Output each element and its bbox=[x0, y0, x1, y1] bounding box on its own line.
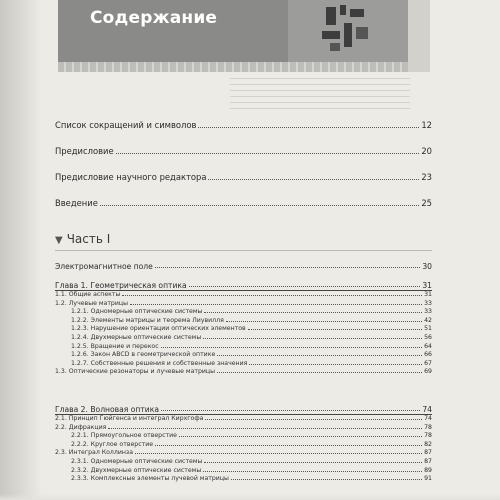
divider bbox=[55, 250, 432, 251]
toc-entry-page: 31 bbox=[424, 291, 432, 298]
toc-entry-label: 2.1. Принцип Гюйгенса и интеграл Кирхгофа bbox=[55, 415, 204, 422]
page-edge-shadow bbox=[0, 0, 42, 500]
toc-chapter-entry[interactable] bbox=[55, 400, 432, 415]
toc-entry-page: 89 bbox=[424, 466, 432, 474]
toc-entry-label: 1.2.3. Нарушение ориентации оптических элементов bbox=[71, 325, 246, 333]
toc-entry[interactable] bbox=[55, 120, 432, 146]
leader-dots bbox=[217, 355, 422, 356]
toc-entry-label: 1.2. Лучевые матрицы bbox=[55, 299, 128, 307]
toc-entry-label: Предисловие научного редактора bbox=[55, 172, 207, 182]
toc-section-entry[interactable] bbox=[55, 415, 432, 424]
toc-entry-label: 2.2.1. Прямоугольное отверстие bbox=[71, 432, 177, 440]
leader-dots bbox=[100, 205, 419, 206]
toc-subsection-entry[interactable] bbox=[55, 308, 432, 317]
logo-icon bbox=[318, 3, 374, 55]
toc-entry-page: 66 bbox=[424, 351, 432, 359]
toc-entry-label: 1.1. Общие аспекты bbox=[55, 291, 121, 298]
toc-entry-label: 1.2.7. Собственные решения и собственные значения bbox=[71, 359, 248, 367]
toc-front-matter bbox=[55, 120, 432, 224]
toc-entry[interactable] bbox=[55, 146, 432, 172]
toc-entry-page: 67 bbox=[424, 359, 432, 367]
toc-chapter-entry[interactable] bbox=[55, 271, 432, 291]
toc-entry-label: 2.2.2. Круглое отверстие bbox=[71, 440, 154, 448]
leader-dots bbox=[198, 127, 419, 128]
toc-subsection-entry[interactable] bbox=[55, 441, 432, 450]
leader-dots bbox=[205, 419, 422, 420]
toc-entry-page: 20 bbox=[421, 146, 432, 156]
toc-subsection-entry[interactable] bbox=[55, 432, 432, 441]
toc-entry-label: 1.2.4. Двухмерные оптические системы bbox=[71, 333, 202, 341]
leader-dots bbox=[249, 364, 422, 365]
toc-entry-page: 87 bbox=[424, 457, 432, 465]
toc-entry-label: 1.2.2. Элементы матрицы и теорема Лиувилля bbox=[71, 316, 224, 324]
toc-entry-label: Глава 1. Геометрическая оптика bbox=[55, 281, 187, 290]
toc-entry-page: 33 bbox=[424, 308, 432, 316]
leader-dots bbox=[155, 445, 422, 446]
leader-dots bbox=[204, 312, 422, 313]
page-bottom-fade bbox=[0, 494, 500, 500]
leader-dots bbox=[122, 295, 422, 296]
toc-entry-page: 23 bbox=[421, 172, 432, 182]
toc-entry-page: 42 bbox=[424, 316, 432, 324]
toc-entry-page: 25 bbox=[421, 198, 432, 208]
header-stripe bbox=[408, 0, 430, 72]
toc-entry-label: 2.2. Дифракция bbox=[55, 423, 107, 431]
toc-subsection-entry[interactable] bbox=[55, 317, 432, 326]
toc-entry-page: 82 bbox=[424, 440, 432, 448]
toc-part-one bbox=[55, 252, 432, 377]
toc-entry-label: 2.3.2. Двухмерные оптические системы bbox=[71, 466, 202, 474]
leader-dots bbox=[208, 179, 419, 180]
toc-section-entry[interactable] bbox=[55, 449, 432, 458]
toc-entry-label: 1.3. Оптические резонаторы и лучевые матрицы bbox=[55, 368, 216, 376]
toc-entry-label: 2.3. Интеграл Коллинза bbox=[55, 449, 133, 457]
toc-entry-label: Глава 2. Волновая оптика bbox=[55, 405, 159, 414]
toc-entry-page: 78 bbox=[424, 432, 432, 440]
toc-subsection-entry[interactable] bbox=[55, 360, 432, 369]
leader-dots bbox=[217, 372, 422, 373]
toc-entry-page: 74 bbox=[422, 405, 432, 414]
toc-entry-page: 33 bbox=[424, 299, 432, 307]
toc-subsection-entry[interactable] bbox=[55, 325, 432, 334]
toc-subsection-entry[interactable] bbox=[55, 467, 432, 476]
part-title: Часть I bbox=[66, 232, 111, 246]
leader-dots bbox=[161, 347, 423, 348]
toc-entry-page: 74 bbox=[424, 415, 432, 422]
leader-dots bbox=[155, 267, 420, 268]
toc-chapter-entry[interactable] bbox=[55, 252, 432, 271]
toc-entry-page: 91 bbox=[424, 475, 432, 483]
leader-dots bbox=[204, 462, 422, 463]
toc-entry-page: 56 bbox=[424, 333, 432, 341]
toc-chapter-two bbox=[55, 400, 432, 484]
toc-section-entry[interactable] bbox=[55, 424, 432, 433]
toc-entry-label: Введение bbox=[55, 198, 98, 208]
leader-dots bbox=[161, 410, 420, 411]
toc-entry-label: Предисловие bbox=[55, 146, 114, 156]
toc-entry-label: 1.2.1. Одномерные оптические системы bbox=[71, 308, 203, 316]
bleed-through-lines bbox=[230, 78, 410, 114]
toc-entry-page: 78 bbox=[424, 423, 432, 431]
toc-entry-page: 12 bbox=[421, 120, 432, 130]
toc-entry-label: 2.3.3. Комплексные элементы лучевой матрицы bbox=[71, 475, 229, 483]
toc-entry-page: 87 bbox=[424, 449, 432, 457]
leader-dots bbox=[130, 304, 422, 305]
leader-dots bbox=[135, 453, 422, 454]
toc-entry-label: 2.3.1. Одномерные оптические системы bbox=[71, 457, 203, 465]
leader-dots bbox=[179, 436, 422, 437]
toc-entry-page: 64 bbox=[424, 342, 432, 350]
toc-subsection-entry[interactable] bbox=[55, 475, 432, 484]
leader-dots bbox=[189, 286, 421, 287]
toc-section-entry[interactable] bbox=[55, 368, 432, 377]
leader-dots bbox=[231, 479, 422, 480]
toc-entry[interactable] bbox=[55, 172, 432, 198]
leader-dots bbox=[226, 321, 422, 322]
toc-subsection-entry[interactable] bbox=[55, 351, 432, 360]
header-pattern bbox=[58, 62, 408, 72]
toc-entry-page: 31 bbox=[422, 281, 432, 290]
toc-section-entry[interactable] bbox=[55, 291, 432, 300]
toc-entry-label: Список сокращений и символов bbox=[55, 120, 197, 130]
toc-entry-page: 69 bbox=[424, 368, 432, 376]
leader-dots bbox=[108, 428, 422, 429]
toc-entry[interactable] bbox=[55, 198, 432, 224]
leader-dots bbox=[116, 153, 420, 154]
part-heading bbox=[55, 232, 110, 246]
toc-entry-label: 1.2.6. Закон ABCD в геометрической оптике bbox=[71, 351, 216, 359]
triangle-down-icon: ▼ bbox=[55, 235, 63, 246]
leader-dots bbox=[203, 338, 422, 339]
leader-dots bbox=[248, 329, 422, 330]
toc-section-entry[interactable] bbox=[55, 300, 432, 309]
page-title: Содержание bbox=[90, 8, 218, 28]
toc-entry-page: 30 bbox=[422, 262, 432, 271]
toc-entry-label: 1.2.5. Вращение и перекос bbox=[71, 342, 159, 350]
leader-dots bbox=[203, 471, 422, 472]
toc-subsection-entry[interactable] bbox=[55, 458, 432, 467]
toc-subsection-entry[interactable] bbox=[55, 334, 432, 343]
toc-entry-page: 51 bbox=[424, 325, 432, 333]
toc-subsection-entry[interactable] bbox=[55, 343, 432, 352]
toc-entry-label: Электромагнитное поле bbox=[55, 262, 153, 271]
